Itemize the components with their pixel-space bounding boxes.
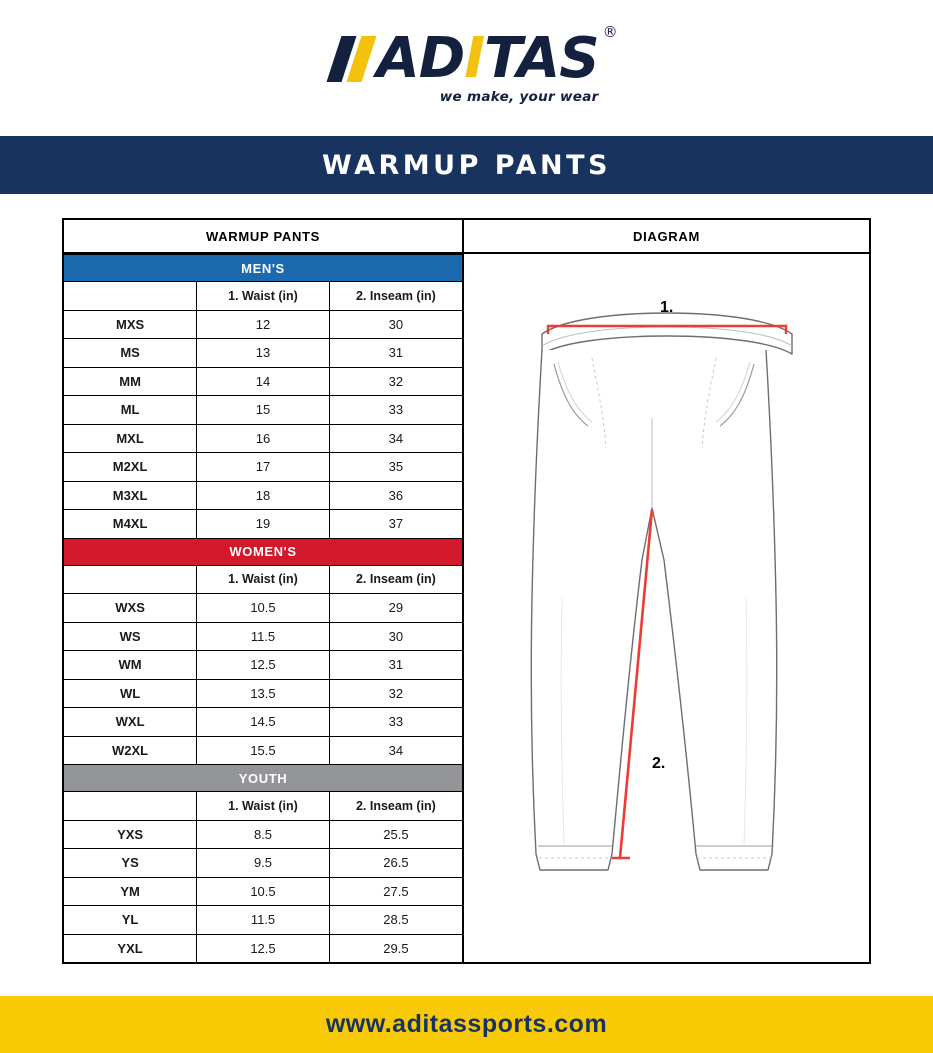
logo-band <box>0 0 933 136</box>
table-row <box>64 849 462 878</box>
cell-waist: 8.5 <box>197 820 330 849</box>
col-header-waist-mens: 1. Waist (in) <box>197 282 330 311</box>
cell-size: WM <box>64 651 197 680</box>
cell-size: YL <box>64 906 197 935</box>
col-header-inseam-womens: 2. Inseam (in) <box>329 565 462 594</box>
cell-waist: 14.5 <box>197 708 330 737</box>
col-header-size-youth <box>64 792 197 821</box>
cell-inseam: 32 <box>329 679 462 708</box>
group-header-womens <box>64 538 462 565</box>
cell-inseam: 30 <box>329 310 462 339</box>
warmup-pants-diagram-icon <box>502 298 832 918</box>
cell-size: WXL <box>64 708 197 737</box>
col-header-waist-womens: 1. Waist (in) <box>197 565 330 594</box>
table-row <box>64 708 462 737</box>
table-row <box>64 679 462 708</box>
cell-size: M2XL <box>64 453 197 482</box>
cell-waist: 11.5 <box>197 622 330 651</box>
page-title: WARMUP PANTS <box>322 149 611 181</box>
table-row <box>64 453 462 482</box>
table-row <box>64 820 462 849</box>
slash-icon <box>334 36 374 82</box>
logo-text-part3: TAS <box>484 26 599 91</box>
cell-waist: 18 <box>197 481 330 510</box>
column-header-row-mens <box>64 282 462 311</box>
col-header-size-mens <box>64 282 197 311</box>
cell-waist: 13 <box>197 339 330 368</box>
cell-waist: 11.5 <box>197 906 330 935</box>
cell-waist: 14 <box>197 367 330 396</box>
cell-waist: 19 <box>197 510 330 539</box>
cell-waist: 15.5 <box>197 736 330 765</box>
cell-inseam: 27.5 <box>329 877 462 906</box>
diagram-body <box>464 254 869 962</box>
cell-size: YM <box>64 877 197 906</box>
table-row <box>64 736 462 765</box>
table-row <box>64 906 462 935</box>
cell-waist: 9.5 <box>197 849 330 878</box>
cell-size: MM <box>64 367 197 396</box>
footer-bar <box>0 996 933 1053</box>
cell-size: M4XL <box>64 510 197 539</box>
cell-waist: 10.5 <box>197 594 330 623</box>
col-header-inseam-youth: 2. Inseam (in) <box>329 792 462 821</box>
table-row <box>64 651 462 680</box>
table-row <box>64 622 462 651</box>
cell-inseam: 36 <box>329 481 462 510</box>
diagram-panel <box>462 218 871 964</box>
cell-inseam: 32 <box>329 367 462 396</box>
cell-waist: 10.5 <box>197 877 330 906</box>
size-table-panel <box>62 218 462 964</box>
column-header-row-youth <box>64 792 462 821</box>
group-label-youth: YOUTH <box>64 765 462 792</box>
cell-waist: 17 <box>197 453 330 482</box>
cell-size: MXL <box>64 424 197 453</box>
group-header-youth <box>64 765 462 792</box>
cell-size: YXL <box>64 934 197 962</box>
group-label-womens: WOMEN'S <box>64 538 462 565</box>
table-row <box>64 339 462 368</box>
cell-size: M3XL <box>64 481 197 510</box>
callout-label-2: 2. <box>651 755 665 772</box>
table-row <box>64 481 462 510</box>
group-label-mens: MEN'S <box>64 255 462 282</box>
col-header-size-womens <box>64 565 197 594</box>
cell-waist: 12.5 <box>197 651 330 680</box>
registered-trademark-icon: ® <box>602 23 617 41</box>
table-row <box>64 310 462 339</box>
cell-waist: 13.5 <box>197 679 330 708</box>
column-header-row-womens <box>64 565 462 594</box>
cell-waist: 15 <box>197 396 330 425</box>
logo-text-part1: AD <box>376 26 465 91</box>
cell-inseam: 31 <box>329 339 462 368</box>
size-table <box>64 254 462 962</box>
cell-size: WL <box>64 679 197 708</box>
cell-size: WXS <box>64 594 197 623</box>
table-row <box>64 934 462 962</box>
cell-waist: 12.5 <box>197 934 330 962</box>
cell-size: ML <box>64 396 197 425</box>
group-header-mens <box>64 255 462 282</box>
cell-inseam: 34 <box>329 736 462 765</box>
logo-mark <box>334 23 617 91</box>
cell-inseam: 31 <box>329 651 462 680</box>
table-row <box>64 877 462 906</box>
cell-inseam: 35 <box>329 453 462 482</box>
table-row <box>64 396 462 425</box>
table-row <box>64 594 462 623</box>
cell-inseam: 33 <box>329 396 462 425</box>
logo-wordmark <box>376 23 617 91</box>
brand-logo <box>334 23 617 105</box>
cell-inseam: 33 <box>329 708 462 737</box>
cell-inseam: 25.5 <box>329 820 462 849</box>
table-row <box>64 424 462 453</box>
title-bar <box>0 136 933 194</box>
table-row <box>64 367 462 396</box>
diagram-header: DIAGRAM <box>464 220 869 254</box>
cell-waist: 12 <box>197 310 330 339</box>
cell-size: MXS <box>64 310 197 339</box>
cell-size: MS <box>64 339 197 368</box>
callout-label-1: 1. <box>659 299 673 316</box>
col-header-inseam-mens: 2. Inseam (in) <box>329 282 462 311</box>
cell-inseam: 29.5 <box>329 934 462 962</box>
brand-tagline: we make, your wear <box>439 89 599 105</box>
website-url[interactable]: www.aditassports.com <box>325 1010 608 1038</box>
cell-size: YS <box>64 849 197 878</box>
cell-inseam: 26.5 <box>329 849 462 878</box>
cell-inseam: 37 <box>329 510 462 539</box>
content-area <box>0 194 933 964</box>
cell-size: YXS <box>64 820 197 849</box>
cell-waist: 16 <box>197 424 330 453</box>
cell-inseam: 30 <box>329 622 462 651</box>
size-table-header: WARMUP PANTS <box>64 220 462 254</box>
cell-inseam: 28.5 <box>329 906 462 935</box>
col-header-waist-youth: 1. Waist (in) <box>197 792 330 821</box>
cell-size: W2XL <box>64 736 197 765</box>
cell-inseam: 34 <box>329 424 462 453</box>
cell-size: WS <box>64 622 197 651</box>
table-row <box>64 510 462 539</box>
cell-inseam: 29 <box>329 594 462 623</box>
logo-text-part2: I <box>464 26 485 91</box>
